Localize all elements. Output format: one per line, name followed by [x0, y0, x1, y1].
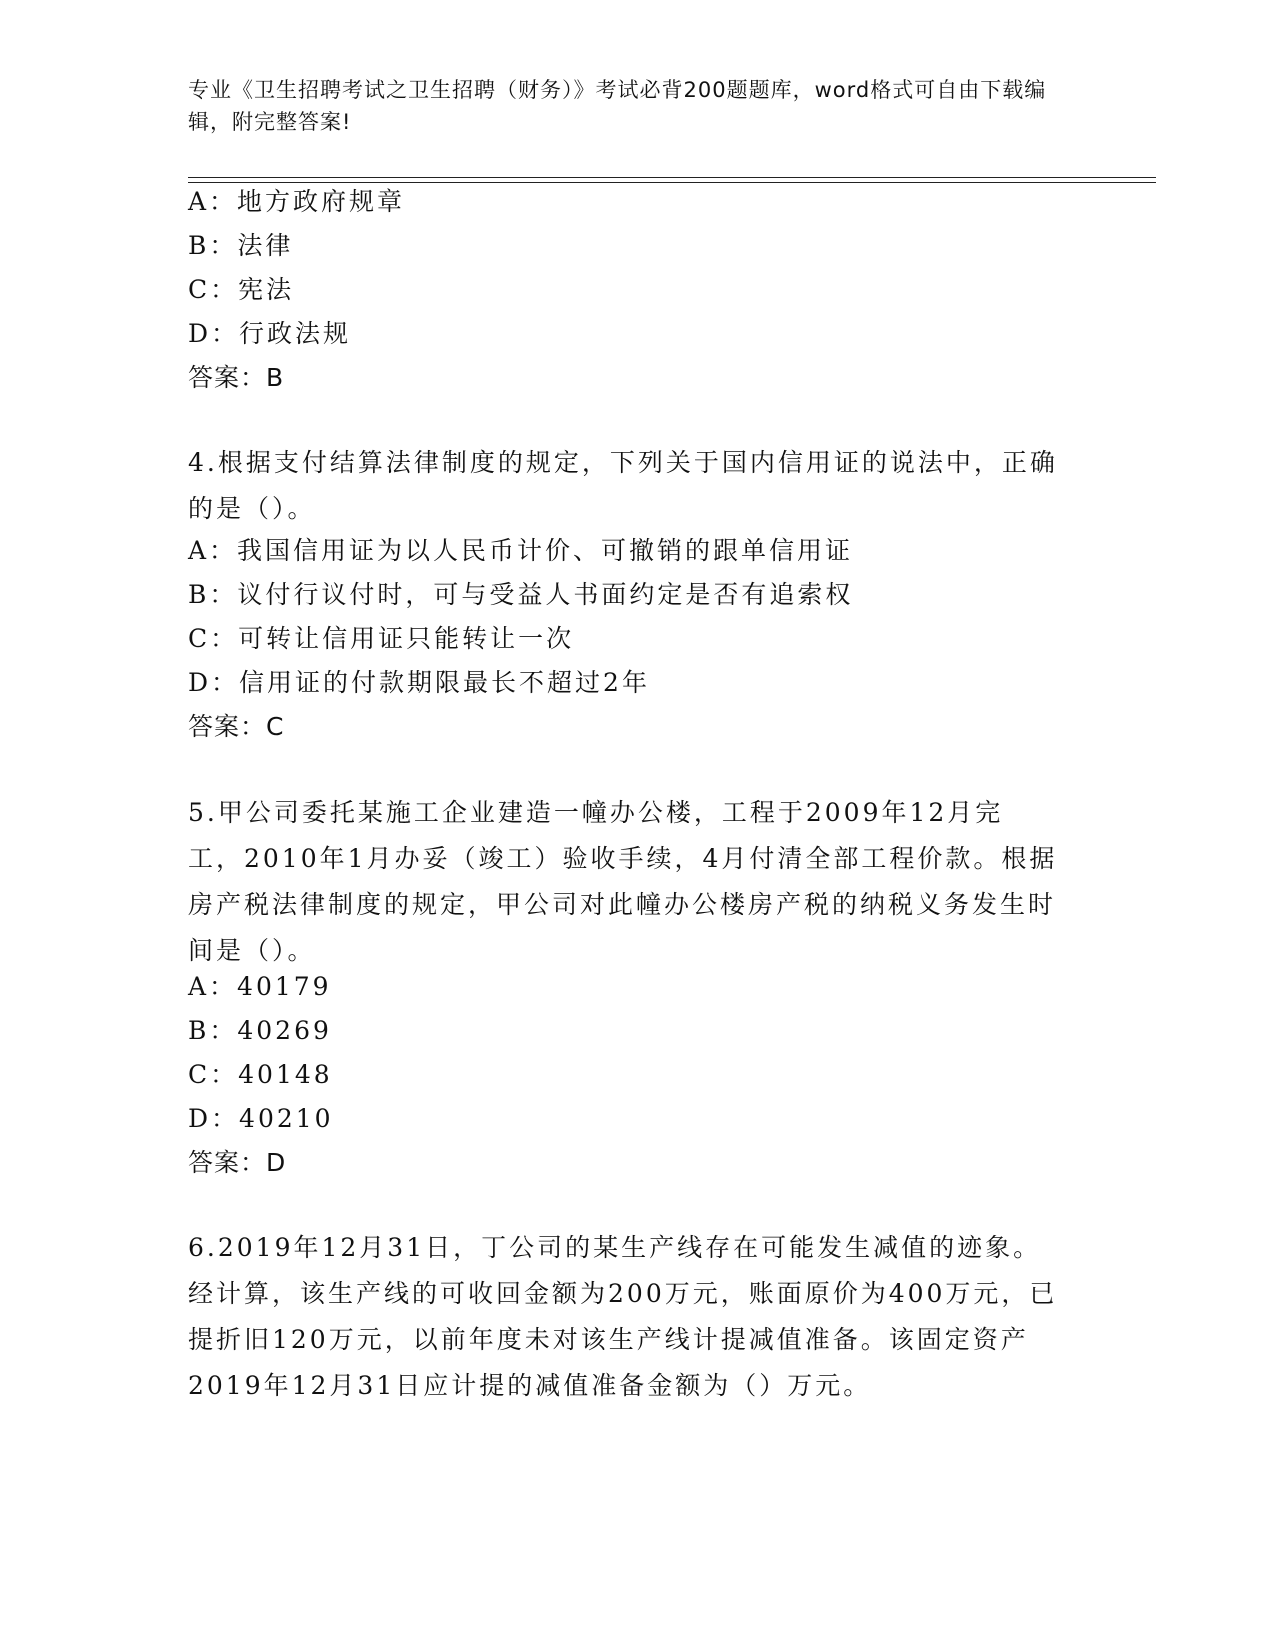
option-d: D：40210: [188, 1104, 334, 1133]
option-c: C：40148: [188, 1060, 333, 1089]
option-b: B：法律: [188, 231, 294, 260]
answer: 答案：C: [188, 712, 285, 741]
header-divider-bottom: [188, 182, 1156, 183]
question-6-text: 6.2019年12月31日，丁公司的某生产线存在可能发生减值的迹象。经计算，该生产线的可收回金额为200万元，账面原价为400万元，已提折旧120万元，以前年度未对该生产线计提减值准备。该固定资产2019年12月31日应计提的减值准备金额为（）万元。: [188, 1233, 1058, 1400]
option-c: C：可转让信用证只能转让一次: [188, 624, 575, 653]
answer: 答案：D: [188, 1148, 287, 1177]
option-a: A：40179: [188, 972, 332, 1001]
option-a: A：我国信用证为以人民币计价、可撤销的跟单信用证: [188, 536, 854, 565]
option-d: D：行政法规: [188, 319, 352, 348]
option-d: D：信用证的付款期限最长不超过2年: [188, 668, 650, 697]
question-4-text: 4.根据支付结算法律制度的规定，下列关于国内信用证的说法中，正确的是（）。: [188, 448, 1058, 523]
option-b: B：40269: [188, 1016, 332, 1045]
option-a: A：地方政府规章: [188, 187, 406, 216]
answer: 答案：B: [188, 363, 285, 392]
question-5-text: 5.甲公司委托某施工企业建造一幢办公楼，工程于2009年12月完工，2010年1月办妥（竣工）验收手续，4月付清全部工程价款。根据房产税法律制度的规定，甲公司对此幢办公楼房产税的纳税义务发生时间是（）。: [188, 798, 1058, 965]
header-divider-top: [188, 177, 1156, 178]
option-c: C：宪法: [188, 275, 295, 304]
document-header: 专业《卫生招聘考试之卫生招聘（财务）》考试必背200题题库，word格式可自由下载编辑，附完整答案!: [188, 78, 1047, 134]
option-b: B：议付行议付时，可与受益人书面约定是否有追索权: [188, 580, 854, 609]
